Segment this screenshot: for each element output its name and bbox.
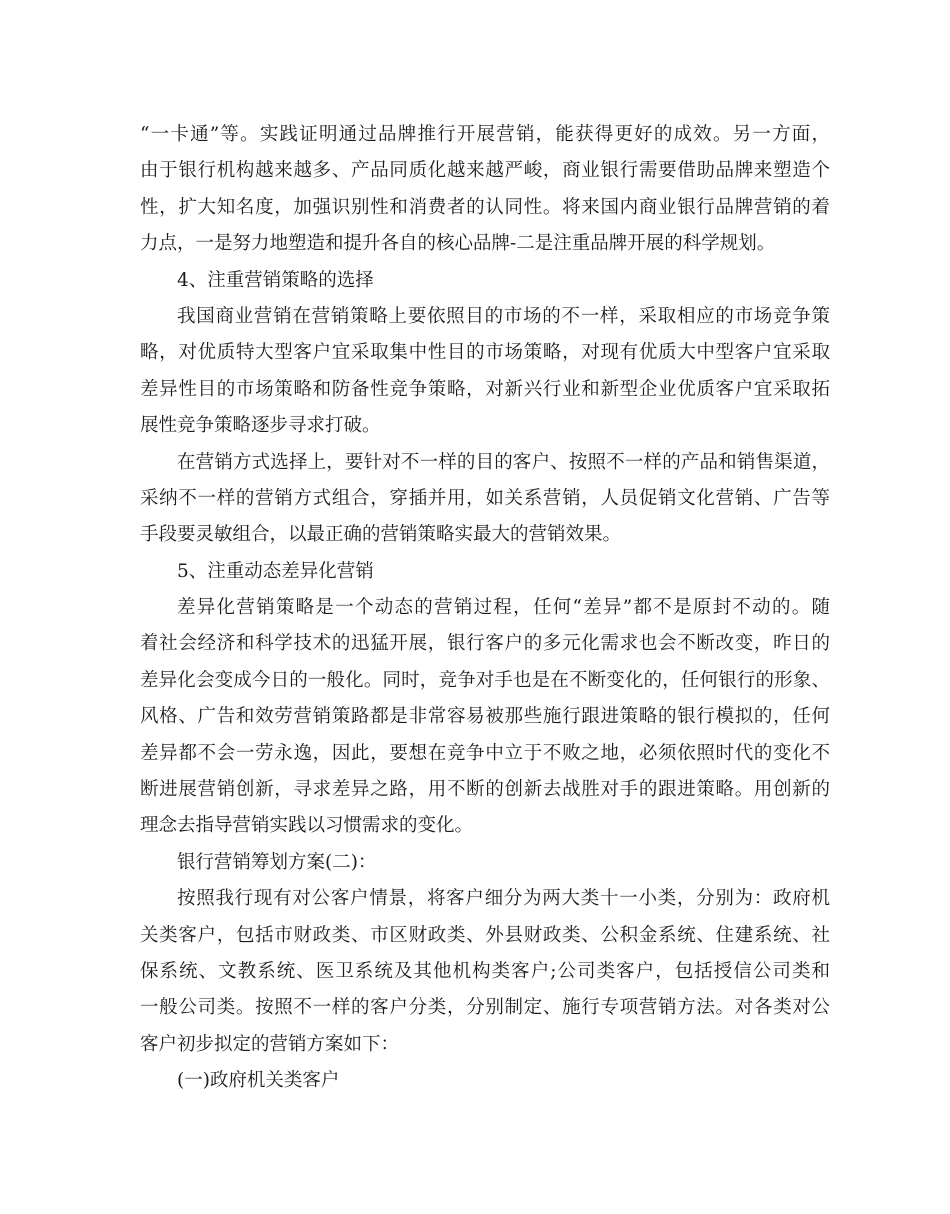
section-heading: 4、注重营销策略的选择 [177,269,374,291]
section-heading: 5、注重动态差异化营销 [177,560,374,582]
text-line: 差异性目的市场策略和防备性竞争策略，对新兴行业和新型企业优质客户宜采取拓 [140,378,830,400]
text-line: 由于银行机构越来越多、产品同质化越来越严峻，商业银行需要借助品牌来塑造个 [140,160,830,182]
text-line: 断进展营销创新，寻求差异之路，用不断的创新去战胜对手的跟进策略。用创新的 [140,779,830,801]
text-line: 性，扩大知名度，加强识别性和消费者的认同性。将来国内商业银行品牌营销的着 [140,196,830,218]
text-line: 力点，一是努力地塑造和提升各自的核心品牌-二是注重品牌开展的科学规划。 [140,233,776,255]
text-line: 着社会经济和科学技术的迅猛开展，银行客户的多元化需求也会不断改变，昨日的 [140,633,830,655]
text-line: 按照我行现有对公客户情景，将客户细分为两大类十一小类，分别为：政府机 [177,888,830,910]
text-line: 一般公司类。按照不一样的客户分类，分别制定、施行专项营销方法。对各类对公 [140,997,830,1019]
text-line: 在营销方式选择上，要针对不一样的目的客户、按照不一样的产品和销售渠道， [177,451,830,473]
text-line: “一卡通”等。实践证明通过品牌推行开展营销，能获得更好的成效。另一方面， [140,124,830,145]
section-heading: 银行营销筹划方案(二)： [177,851,377,873]
document-page [140,117,830,1100]
text-line: 客户初步拟定的营销方案如下： [140,1033,400,1055]
text-line: 差异都不会一劳永逸，因此，要想在竞争中立于不败之地，必须依照时代的变化不 [140,742,830,764]
text-line: 差异化会变成今日的一般化。同时，竞争对手也是在不断变化的，任何银行的形象、 [140,669,830,691]
text-line: 采纳不一样的营销方式组合，穿插并用，如关系营销，人员促销文化营销、广告等 [140,487,830,509]
text-line: 理念去指导营销实践以习惯需求的变化。 [140,815,474,837]
text-line: 展性竞争策略逐步寻求打破。 [140,415,381,437]
text-line: 我国商业营销在营销策略上要依照目的市场的不一样，采取相应的市场竞争策 [177,305,830,327]
text-line: 保系统、文教系统、医卫系统及其他机构类客户;公司类客户，包括授信公司类和 [140,960,830,982]
text-line: 略，对优质特大型客户宜采取集中性目的市场策略，对现有优质大中型客户宜采取 [140,342,830,364]
text-line: 手段要灵敏组合，以最正确的营销策略实最大的营销效果。 [140,524,622,546]
text-line: 关类客户，包括市财政类、市区财政类、外县财政类、公积金系统、住建系统、社 [140,924,830,946]
text-line: 风格、广告和效劳营销策路都是非常容易被那些施行跟进策略的银行模拟的，任何 [140,706,830,728]
text-line: 差异化营销策略是一个动态的营销过程，任何“差异”都不是原封不动的。随 [177,597,830,619]
section-heading: (一)政府机关类客户 [177,1070,340,1092]
